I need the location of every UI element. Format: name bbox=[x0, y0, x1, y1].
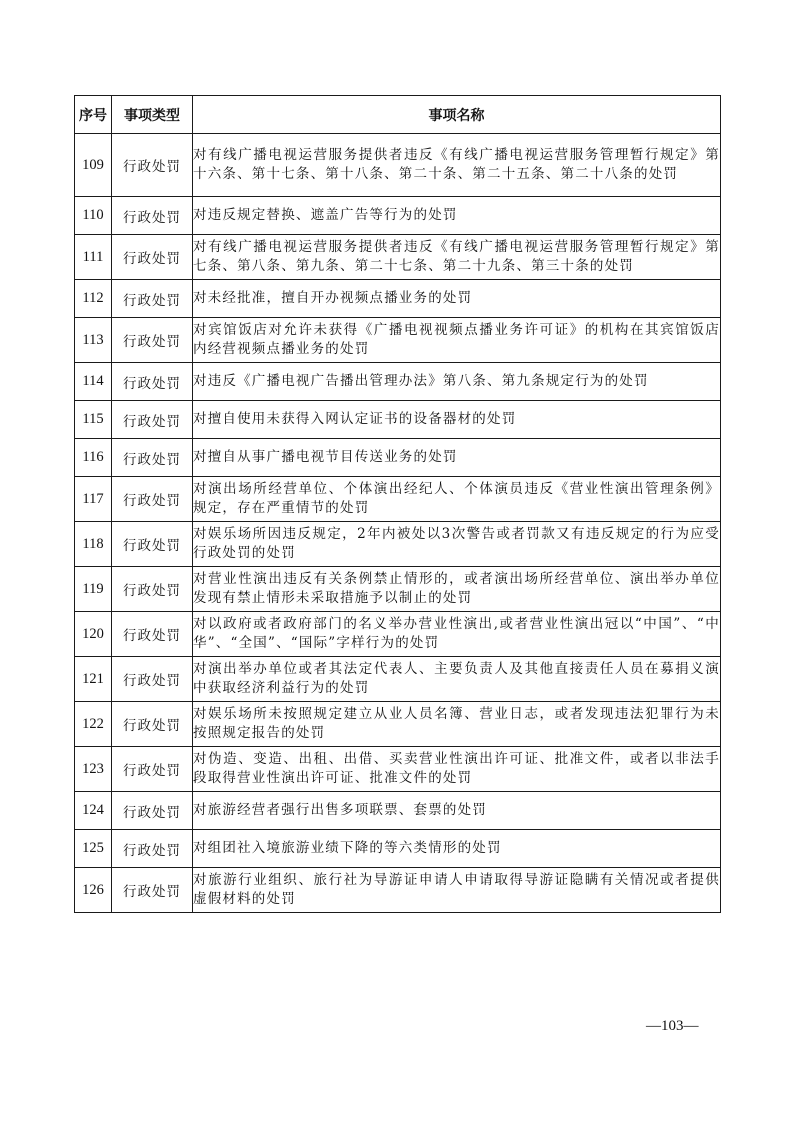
table-row bbox=[75, 197, 721, 235]
table-row bbox=[75, 318, 721, 363]
row-name: 对营业性演出违反有关条例禁止情形的，或者演出场所经营单位、演出举办单位发现有禁止情形未采取措施予以制止的处罚 bbox=[193, 567, 721, 612]
table-row bbox=[75, 747, 721, 792]
row-num: 120 bbox=[75, 612, 112, 657]
row-num: 111 bbox=[75, 235, 112, 280]
row-type: 行政处罚 bbox=[112, 318, 193, 363]
row-type: 行政处罚 bbox=[112, 567, 193, 612]
row-type: 行政处罚 bbox=[112, 747, 193, 792]
table-row bbox=[75, 477, 721, 522]
header-name: 事项名称 bbox=[193, 96, 721, 134]
row-type: 行政处罚 bbox=[112, 702, 193, 747]
table-row bbox=[75, 868, 721, 913]
row-num: 115 bbox=[75, 401, 112, 439]
row-name: 对伪造、变造、出租、出借、买卖营业性演出许可证、批准文件，或者以非法手段取得营业性演出许可证、批准文件的处罚 bbox=[193, 747, 721, 792]
table-row bbox=[75, 439, 721, 477]
table-row bbox=[75, 830, 721, 868]
row-num: 123 bbox=[75, 747, 112, 792]
row-type: 行政处罚 bbox=[112, 868, 193, 913]
table-header-row bbox=[75, 96, 721, 134]
table-row bbox=[75, 134, 721, 197]
row-num: 125 bbox=[75, 830, 112, 868]
row-name: 对违反《广播电视广告播出管理办法》第八条、第九条规定行为的处罚 bbox=[193, 363, 721, 401]
row-num: 112 bbox=[75, 280, 112, 318]
table-row bbox=[75, 363, 721, 401]
row-type: 行政处罚 bbox=[112, 197, 193, 235]
row-num: 109 bbox=[75, 134, 112, 197]
row-type: 行政处罚 bbox=[112, 401, 193, 439]
table-row bbox=[75, 522, 721, 567]
row-name: 对旅游经营者强行出售多项联票、套票的处罚 bbox=[193, 792, 721, 830]
row-name: 对演出举办单位或者其法定代表人、主要负责人及其他直接责任人员在募捐义演中获取经济利益行为的处罚 bbox=[193, 657, 721, 702]
row-name: 对未经批准，擅自开办视频点播业务的处罚 bbox=[193, 280, 721, 318]
row-type: 行政处罚 bbox=[112, 657, 193, 702]
row-type: 行政处罚 bbox=[112, 830, 193, 868]
table-row bbox=[75, 612, 721, 657]
row-type: 行政处罚 bbox=[112, 612, 193, 657]
row-num: 119 bbox=[75, 567, 112, 612]
row-num: 113 bbox=[75, 318, 112, 363]
row-type: 行政处罚 bbox=[112, 792, 193, 830]
table-row bbox=[75, 702, 721, 747]
row-type: 行政处罚 bbox=[112, 439, 193, 477]
row-num: 122 bbox=[75, 702, 112, 747]
table-row bbox=[75, 792, 721, 830]
table-row bbox=[75, 280, 721, 318]
row-name: 对擅自使用未获得入网认定证书的设备器材的处罚 bbox=[193, 401, 721, 439]
row-name: 对有线广播电视运营服务提供者违反《有线广播电视运营服务管理暂行规定》第十六条、第十七条、第十八条、第二十条、第二十五条、第二十八条的处罚 bbox=[193, 134, 721, 197]
row-num: 121 bbox=[75, 657, 112, 702]
row-name: 对宾馆饭店对允许未获得《广播电视视频点播业务许可证》的机构在其宾馆饭店内经营视频点播业务的处罚 bbox=[193, 318, 721, 363]
row-num: 114 bbox=[75, 363, 112, 401]
row-num: 124 bbox=[75, 792, 112, 830]
page-number: —103— bbox=[646, 1018, 699, 1034]
row-num: 126 bbox=[75, 868, 112, 913]
row-type: 行政处罚 bbox=[112, 477, 193, 522]
table-row bbox=[75, 235, 721, 280]
row-type: 行政处罚 bbox=[112, 363, 193, 401]
row-name: 对旅游行业组织、旅行社为导游证申请人申请取得导游证隐瞒有关情况或者提供虚假材料的处罚 bbox=[193, 868, 721, 913]
row-num: 116 bbox=[75, 439, 112, 477]
row-name: 对有线广播电视运营服务提供者违反《有线广播电视运营服务管理暂行规定》第七条、第八条、第九条、第二十七条、第二十九条、第三十条的处罚 bbox=[193, 235, 721, 280]
row-type: 行政处罚 bbox=[112, 280, 193, 318]
row-name: 对以政府或者政府部门的名义举办营业性演出,或者营业性演出冠以“中国”、“中华”、“全国”、“国际”字样行为的处罚 bbox=[193, 612, 721, 657]
row-name: 对擅自从事广播电视节目传送业务的处罚 bbox=[193, 439, 721, 477]
row-type: 行政处罚 bbox=[112, 522, 193, 567]
row-name: 对组团社入境旅游业绩下降的等六类情形的处罚 bbox=[193, 830, 721, 868]
row-type: 行政处罚 bbox=[112, 235, 193, 280]
row-num: 117 bbox=[75, 477, 112, 522]
table-row bbox=[75, 567, 721, 612]
row-type: 行政处罚 bbox=[112, 134, 193, 197]
row-name: 对娱乐场所未按照规定建立从业人员名簿、营业日志，或者发现违法犯罪行为未按照规定报告的处罚 bbox=[193, 702, 721, 747]
header-type: 事项类型 bbox=[112, 96, 193, 134]
header-num: 序号 bbox=[75, 96, 112, 134]
row-name: 对演出场所经营单位、个体演出经纪人、个体演员违反《营业性演出管理条例》规定，存在严重情节的处罚 bbox=[193, 477, 721, 522]
row-name: 对娱乐场所因违反规定，2年内被处以3次警告或者罚款又有违反规定的行为应受行政处罚的处罚 bbox=[193, 522, 721, 567]
row-name: 对违反规定替换、遮盖广告等行为的处罚 bbox=[193, 197, 721, 235]
table-row bbox=[75, 401, 721, 439]
table-row bbox=[75, 657, 721, 702]
row-num: 118 bbox=[75, 522, 112, 567]
row-num: 110 bbox=[75, 197, 112, 235]
items-table bbox=[74, 95, 721, 913]
